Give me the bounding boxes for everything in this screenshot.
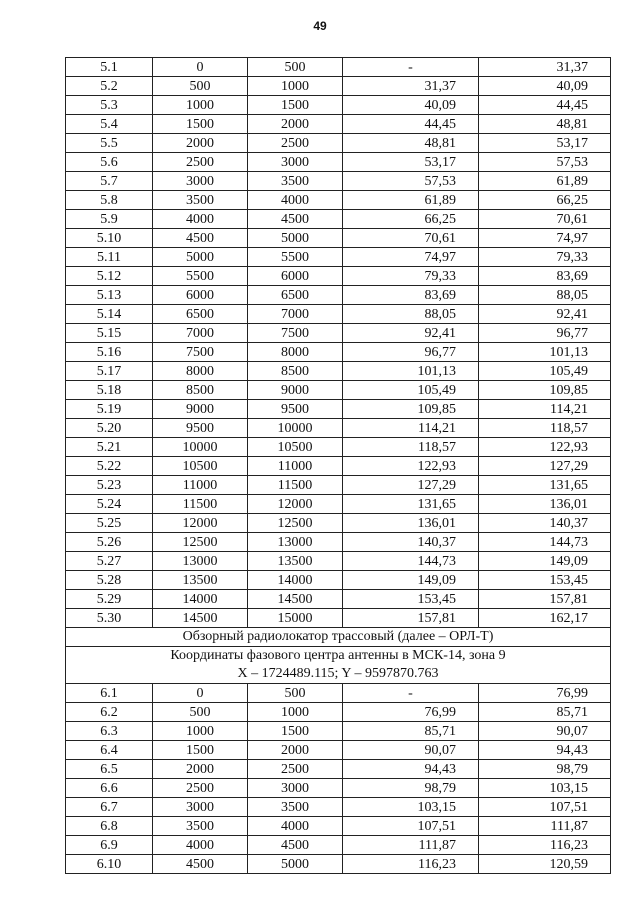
height-start-cell: 92,41 [343,324,479,343]
table-row [66,552,611,571]
from-distance-cell: 1000 [153,722,248,741]
height-end-cell: 118,57 [479,419,611,438]
table-row [66,210,611,229]
to-distance-cell: 3500 [248,172,343,191]
height-end-cell: 76,99 [479,684,611,703]
to-distance-cell: 5500 [248,248,343,267]
table-section-header [66,628,611,684]
from-distance-cell: 4000 [153,210,248,229]
height-end-cell: 120,59 [479,855,611,874]
table-row [66,362,611,381]
table-row [66,457,611,476]
table-row [66,533,611,552]
height-end-cell: 109,85 [479,381,611,400]
height-end-cell: 103,15 [479,779,611,798]
from-distance-cell: 12500 [153,533,248,552]
height-end-cell: 96,77 [479,324,611,343]
to-distance-cell: 13500 [248,552,343,571]
table-row [66,760,611,779]
to-distance-cell: 7500 [248,324,343,343]
table-row [66,703,611,722]
height-start-cell: 88,05 [343,305,479,324]
row-number-cell: 5.20 [66,419,153,438]
height-start-cell: 118,57 [343,438,479,457]
from-distance-cell: 12000 [153,514,248,533]
row-number-cell: 6.5 [66,760,153,779]
to-distance-cell: 13000 [248,533,343,552]
from-distance-cell: 8000 [153,362,248,381]
to-distance-cell: 4000 [248,817,343,836]
to-distance-cell: 14500 [248,590,343,609]
height-end-cell: 107,51 [479,798,611,817]
to-distance-cell: 10500 [248,438,343,457]
height-end-cell: 85,71 [479,703,611,722]
antenna-coordinates [66,647,611,684]
table-row [66,286,611,305]
height-start-cell: - [343,684,479,703]
from-distance-cell: 2000 [153,760,248,779]
height-end-cell: 88,05 [479,286,611,305]
from-distance-cell: 7000 [153,324,248,343]
table-section-5 [66,58,611,628]
to-distance-cell: 5000 [248,855,343,874]
row-number-cell: 5.10 [66,229,153,248]
to-distance-cell: 500 [248,684,343,703]
height-start-cell: 101,13 [343,362,479,381]
table-row [66,684,611,703]
from-distance-cell: 10000 [153,438,248,457]
from-distance-cell: 500 [153,703,248,722]
row-number-cell: 5.27 [66,552,153,571]
table-row [66,817,611,836]
height-end-cell: 66,25 [479,191,611,210]
height-start-cell: 66,25 [343,210,479,229]
row-number-cell: 5.2 [66,77,153,96]
to-distance-cell: 14000 [248,571,343,590]
row-number-cell: 5.13 [66,286,153,305]
from-distance-cell: 1000 [153,96,248,115]
row-number-cell: 5.14 [66,305,153,324]
to-distance-cell: 9000 [248,381,343,400]
table-row [66,741,611,760]
from-distance-cell: 4000 [153,836,248,855]
from-distance-cell: 10500 [153,457,248,476]
antenna-coordinates-row [66,647,611,684]
from-distance-cell: 500 [153,77,248,96]
from-distance-cell: 0 [153,684,248,703]
row-number-cell: 5.30 [66,609,153,628]
to-distance-cell: 15000 [248,609,343,628]
height-end-cell: 40,09 [479,77,611,96]
height-end-cell: 98,79 [479,760,611,779]
height-start-cell: 153,45 [343,590,479,609]
row-number-cell: 5.5 [66,134,153,153]
row-number-cell: 5.7 [66,172,153,191]
table-row [66,798,611,817]
height-end-cell: 105,49 [479,362,611,381]
table-row [66,58,611,77]
row-number-cell: 5.25 [66,514,153,533]
row-number-cell: 5.9 [66,210,153,229]
height-end-cell: 131,65 [479,476,611,495]
height-end-cell: 157,81 [479,590,611,609]
table-row [66,229,611,248]
to-distance-cell: 7000 [248,305,343,324]
from-distance-cell: 2500 [153,153,248,172]
height-start-cell: 96,77 [343,343,479,362]
to-distance-cell: 1000 [248,77,343,96]
height-start-cell: 85,71 [343,722,479,741]
row-number-cell: 5.6 [66,153,153,172]
height-start-cell: 127,29 [343,476,479,495]
height-end-cell: 127,29 [479,457,611,476]
height-start-cell: - [343,58,479,77]
row-number-cell: 6.6 [66,779,153,798]
height-end-cell: 83,69 [479,267,611,286]
row-number-cell: 6.7 [66,798,153,817]
to-distance-cell: 12000 [248,495,343,514]
height-end-cell: 94,43 [479,741,611,760]
to-distance-cell: 2500 [248,134,343,153]
height-start-cell: 122,93 [343,457,479,476]
height-end-cell: 111,87 [479,817,611,836]
height-end-cell: 44,45 [479,96,611,115]
from-distance-cell: 9500 [153,419,248,438]
table-row [66,191,611,210]
from-distance-cell: 4500 [153,855,248,874]
height-start-cell: 114,21 [343,419,479,438]
to-distance-cell: 500 [248,58,343,77]
table-row [66,324,611,343]
row-number-cell: 5.26 [66,533,153,552]
from-distance-cell: 8500 [153,381,248,400]
height-end-cell: 79,33 [479,248,611,267]
height-start-cell: 40,09 [343,96,479,115]
table-row [66,77,611,96]
from-distance-cell: 0 [153,58,248,77]
table-row [66,134,611,153]
height-end-cell: 31,37 [479,58,611,77]
to-distance-cell: 5000 [248,229,343,248]
table-row [66,722,611,741]
row-number-cell: 5.24 [66,495,153,514]
from-distance-cell: 3000 [153,172,248,191]
height-start-cell: 105,49 [343,381,479,400]
from-distance-cell: 7500 [153,343,248,362]
to-distance-cell: 6500 [248,286,343,305]
height-start-cell: 98,79 [343,779,479,798]
row-number-cell: 6.3 [66,722,153,741]
from-distance-cell: 13000 [153,552,248,571]
row-number-cell: 6.10 [66,855,153,874]
row-number-cell: 6.1 [66,684,153,703]
row-number-cell: 5.29 [66,590,153,609]
from-distance-cell: 11000 [153,476,248,495]
to-distance-cell: 12500 [248,514,343,533]
height-end-cell: 153,45 [479,571,611,590]
row-number-cell: 5.8 [66,191,153,210]
from-distance-cell: 1500 [153,115,248,134]
height-start-cell: 90,07 [343,741,479,760]
from-distance-cell: 2500 [153,779,248,798]
to-distance-cell: 4500 [248,210,343,229]
table-row [66,514,611,533]
height-end-cell: 48,81 [479,115,611,134]
to-distance-cell: 11000 [248,457,343,476]
height-start-cell: 44,45 [343,115,479,134]
from-distance-cell: 3000 [153,798,248,817]
from-distance-cell: 13500 [153,571,248,590]
table-row [66,400,611,419]
to-distance-cell: 10000 [248,419,343,438]
from-distance-cell: 2000 [153,134,248,153]
from-distance-cell: 5500 [153,267,248,286]
row-number-cell: 6.2 [66,703,153,722]
coordinates-line-2: X – 1724489.115; Y – 9597870.763 [237,666,439,681]
height-start-cell: 116,23 [343,855,479,874]
height-start-cell: 57,53 [343,172,479,191]
from-distance-cell: 3500 [153,191,248,210]
to-distance-cell: 6000 [248,267,343,286]
table-row [66,571,611,590]
table-row [66,96,611,115]
height-start-cell: 157,81 [343,609,479,628]
row-number-cell: 5.4 [66,115,153,134]
row-number-cell: 6.8 [66,817,153,836]
height-start-cell: 83,69 [343,286,479,305]
from-distance-cell: 5000 [153,248,248,267]
table-row [66,305,611,324]
from-distance-cell: 14500 [153,609,248,628]
to-distance-cell: 4000 [248,191,343,210]
height-start-cell: 144,73 [343,552,479,571]
row-number-cell: 5.18 [66,381,153,400]
to-distance-cell: 2500 [248,760,343,779]
table-row [66,153,611,172]
height-start-cell: 140,37 [343,533,479,552]
from-distance-cell: 11500 [153,495,248,514]
row-number-cell: 5.23 [66,476,153,495]
page-number: 49 [313,19,327,33]
row-number-cell: 5.17 [66,362,153,381]
to-distance-cell: 3500 [248,798,343,817]
table-section-6 [66,684,611,874]
height-start-cell: 53,17 [343,153,479,172]
to-distance-cell: 2000 [248,115,343,134]
from-distance-cell: 14000 [153,590,248,609]
height-start-cell: 149,09 [343,571,479,590]
height-start-cell: 94,43 [343,760,479,779]
to-distance-cell: 1500 [248,96,343,115]
height-start-cell: 61,89 [343,191,479,210]
height-end-cell: 101,13 [479,343,611,362]
section-title-row [66,628,611,647]
to-distance-cell: 1000 [248,703,343,722]
height-end-cell: 140,37 [479,514,611,533]
table-row [66,419,611,438]
height-start-cell: 74,97 [343,248,479,267]
table-row [66,381,611,400]
height-start-cell: 103,15 [343,798,479,817]
height-end-cell: 136,01 [479,495,611,514]
from-distance-cell: 1500 [153,741,248,760]
row-number-cell: 5.1 [66,58,153,77]
row-number-cell: 5.11 [66,248,153,267]
row-number-cell: 6.9 [66,836,153,855]
from-distance-cell: 9000 [153,400,248,419]
height-start-cell: 131,65 [343,495,479,514]
table-row [66,248,611,267]
row-number-cell: 5.21 [66,438,153,457]
height-end-cell: 90,07 [479,722,611,741]
from-distance-cell: 4500 [153,229,248,248]
from-distance-cell: 6500 [153,305,248,324]
table-row [66,779,611,798]
height-end-cell: 162,17 [479,609,611,628]
table-row [66,836,611,855]
height-start-cell: 109,85 [343,400,479,419]
from-distance-cell: 6000 [153,286,248,305]
to-distance-cell: 11500 [248,476,343,495]
from-distance-cell: 3500 [153,817,248,836]
row-number-cell: 6.4 [66,741,153,760]
height-end-cell: 70,61 [479,210,611,229]
row-number-cell: 5.3 [66,96,153,115]
table-row [66,855,611,874]
table-row [66,438,611,457]
height-start-cell: 70,61 [343,229,479,248]
to-distance-cell: 8000 [248,343,343,362]
height-end-cell: 149,09 [479,552,611,571]
row-number-cell: 5.12 [66,267,153,286]
to-distance-cell: 3000 [248,779,343,798]
height-limits-table [65,57,611,874]
height-start-cell: 48,81 [343,134,479,153]
height-end-cell: 114,21 [479,400,611,419]
height-end-cell: 122,93 [479,438,611,457]
table-row [66,609,611,628]
height-end-cell: 74,97 [479,229,611,248]
to-distance-cell: 4500 [248,836,343,855]
table-row [66,172,611,191]
to-distance-cell: 3000 [248,153,343,172]
table-row [66,476,611,495]
table-row [66,495,611,514]
row-number-cell: 5.19 [66,400,153,419]
height-start-cell: 111,87 [343,836,479,855]
to-distance-cell: 8500 [248,362,343,381]
table-row [66,115,611,134]
height-end-cell: 144,73 [479,533,611,552]
table-row [66,267,611,286]
row-number-cell: 5.15 [66,324,153,343]
to-distance-cell: 2000 [248,741,343,760]
coordinates-line-1: Координаты фазового центра антенны в МСК-14, зона 9 [170,648,506,663]
height-end-cell: 61,89 [479,172,611,191]
height-start-cell: 136,01 [343,514,479,533]
row-number-cell: 5.28 [66,571,153,590]
to-distance-cell: 1500 [248,722,343,741]
height-end-cell: 53,17 [479,134,611,153]
row-number-cell: 5.16 [66,343,153,362]
height-end-cell: 116,23 [479,836,611,855]
height-start-cell: 76,99 [343,703,479,722]
table-row [66,590,611,609]
height-end-cell: 57,53 [479,153,611,172]
row-number-cell: 5.22 [66,457,153,476]
section-title: Обзорный радиолокатор трассовый (далее – ОРЛ-Т) [66,628,611,647]
table-row [66,343,611,362]
height-start-cell: 31,37 [343,77,479,96]
height-end-cell: 92,41 [479,305,611,324]
height-start-cell: 79,33 [343,267,479,286]
to-distance-cell: 9500 [248,400,343,419]
height-start-cell: 107,51 [343,817,479,836]
